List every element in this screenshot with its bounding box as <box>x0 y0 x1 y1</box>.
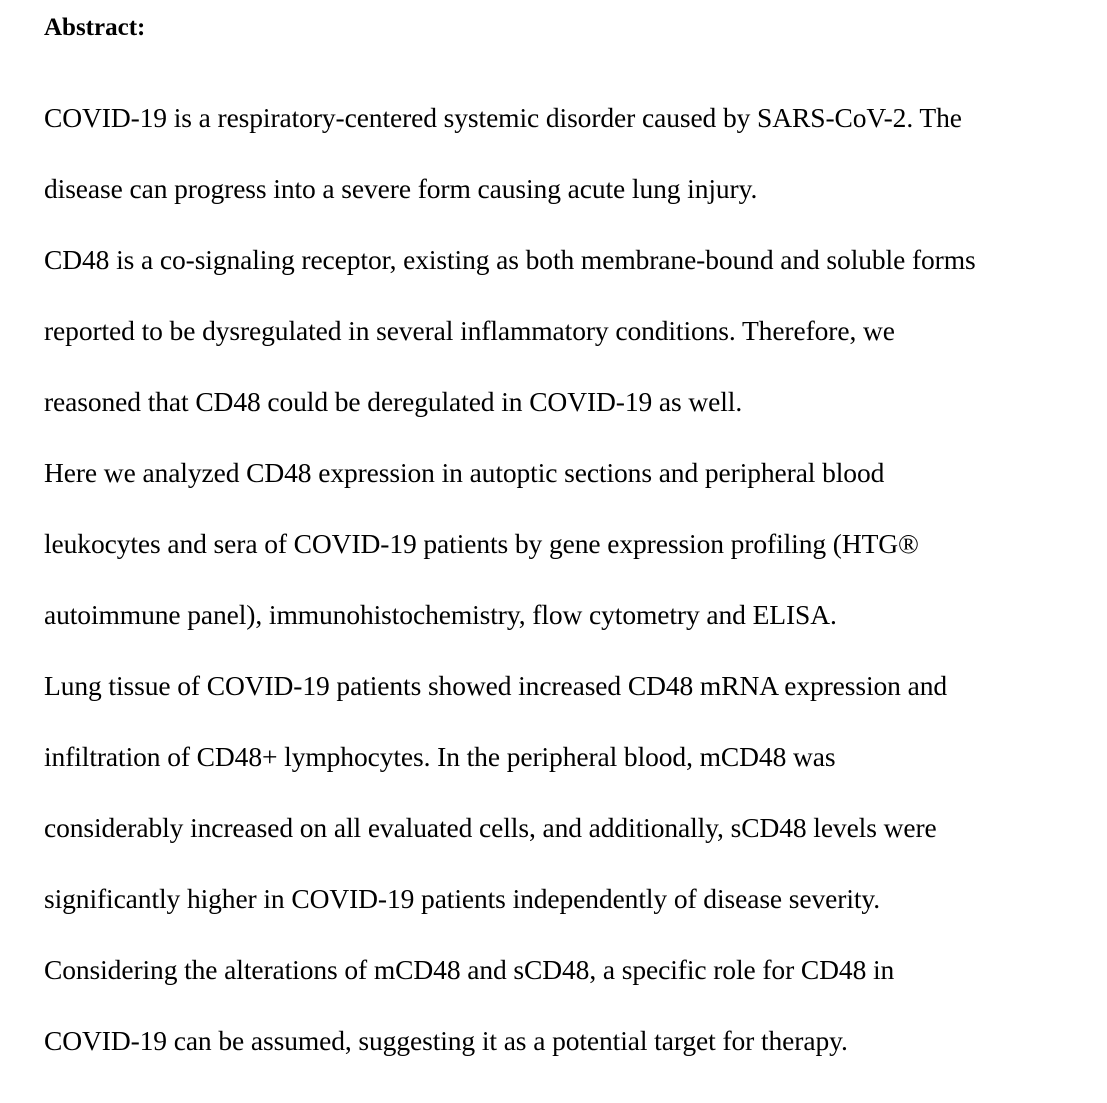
abstract-line: CD48 is a co-signaling receptor, existing as both membrane-bound and soluble forms <box>44 244 976 275</box>
abstract-line: autoimmune panel), immunohistochemistry, flow cytometry and ELISA. <box>44 599 837 630</box>
abstract-heading: Abstract: <box>44 14 146 41</box>
abstract-line: COVID-19 can be assumed, suggesting it as a potential target for therapy. <box>44 1025 848 1056</box>
abstract-line: infiltration of CD48+ lymphocytes. In the peripheral blood, mCD48 was <box>44 741 836 772</box>
abstract-line: COVID-19 is a respiratory-centered systemic disorder caused by SARS-CoV-2. The <box>44 102 962 133</box>
abstract-line: disease can progress into a severe form causing acute lung injury. <box>44 173 758 204</box>
abstract-line: Lung tissue of COVID-19 patients showed increased CD48 mRNA expression and <box>44 670 948 701</box>
abstract-line: leukocytes and sera of COVID-19 patients by gene expression profiling (HTG® <box>44 528 919 559</box>
abstract-line: considerably increased on all evaluated cells, and additionally, sCD48 levels were <box>44 812 937 843</box>
abstract-line: Considering the alterations of mCD48 and sCD48, a specific role for CD48 in <box>44 954 895 985</box>
abstract-line: reasoned that CD48 could be deregulated in COVID-19 as well. <box>44 386 743 417</box>
abstract-line: significantly higher in COVID-19 patients independently of disease severity. <box>44 883 881 914</box>
abstract-line: Here we analyzed CD48 expression in autoptic sections and peripheral blood <box>44 457 885 488</box>
abstract-line: reported to be dysregulated in several inflammatory conditions. Therefore, we <box>44 315 895 346</box>
